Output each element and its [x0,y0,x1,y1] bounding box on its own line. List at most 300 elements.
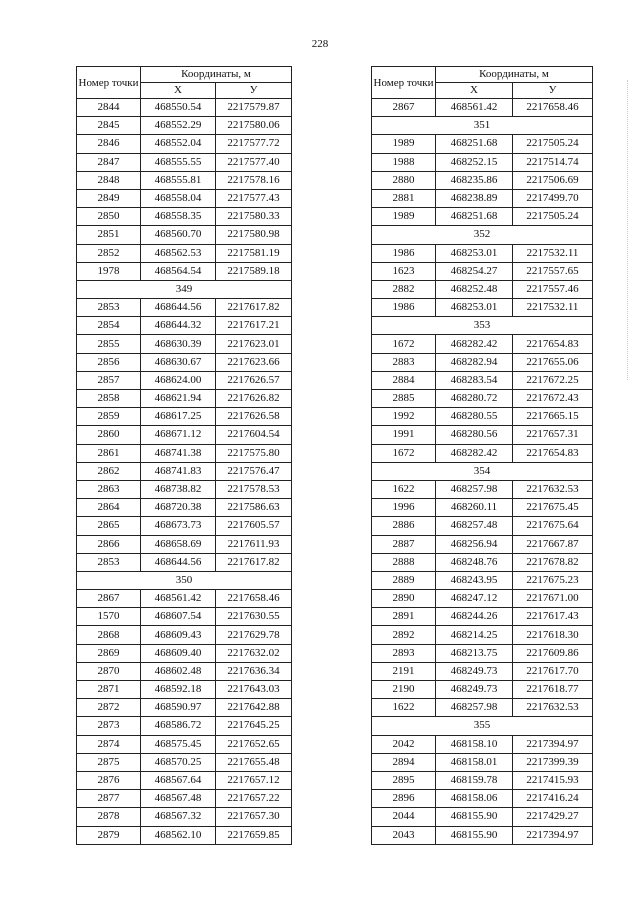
y-coordinate-cell: 2217578.16 [216,171,292,189]
y-coordinate-cell: 2217604.54 [216,426,292,444]
y-coordinate-cell: 2217642.88 [216,699,292,717]
x-coordinate-cell: 468249.73 [436,662,513,680]
table-row [77,517,292,535]
point-number-cell: 2885 [372,390,436,408]
point-number-cell: 1672 [372,335,436,353]
y-coordinate-cell: 2217626.58 [216,408,292,426]
point-number-cell: 1992 [372,408,436,426]
x-coordinate-cell: 468567.32 [141,808,216,826]
y-coordinate-cell: 2217617.21 [216,317,292,335]
point-number-cell: 2869 [77,644,141,662]
y-coordinate-cell: 2217630.55 [216,608,292,626]
x-coordinate-cell: 468741.38 [141,444,216,462]
point-number-cell: 2854 [77,317,141,335]
x-coordinate-cell: 468586.72 [141,717,216,735]
y-header: У [513,83,593,99]
x-coordinate-cell: 468155.90 [436,826,513,844]
y-coordinate-cell: 2217659.85 [216,826,292,844]
x-coordinate-cell: 468158.06 [436,790,513,808]
table-row [77,353,292,371]
x-header: X [436,83,513,99]
x-coordinate-cell: 468561.42 [141,590,216,608]
table-row [77,735,292,753]
x-coordinate-cell: 468590.97 [141,699,216,717]
x-coordinate-cell: 468252.48 [436,280,513,298]
y-coordinate-cell: 2217655.06 [513,353,593,371]
y-coordinate-cell: 2217657.30 [216,808,292,826]
point-number-cell: 2042 [372,735,436,753]
table-row [372,771,593,789]
table-row [372,135,593,153]
x-coordinate-cell: 468720.38 [141,499,216,517]
table-row [372,535,593,553]
section-row [77,280,292,298]
point-number-cell: 2856 [77,353,141,371]
table-row [77,117,292,135]
x-coordinate-cell: 468282.94 [436,353,513,371]
section-label: 353 [372,317,593,335]
table-row [77,390,292,408]
x-coordinate-cell: 468214.25 [436,626,513,644]
y-coordinate-cell: 2217506.69 [513,171,593,189]
table-row [372,499,593,517]
x-coordinate-cell: 468562.10 [141,826,216,844]
x-coordinate-cell: 468257.98 [436,480,513,498]
table-row [77,826,292,844]
point-number-cell: 2888 [372,553,436,571]
point-number-cell: 2850 [77,208,141,226]
x-coordinate-cell: 468253.01 [436,299,513,317]
y-coordinate-cell: 2217652.65 [216,735,292,753]
point-number-cell: 2858 [77,390,141,408]
y-coordinate-cell: 2217658.46 [216,590,292,608]
point-number-cell: 2861 [77,444,141,462]
x-coordinate-cell: 468567.64 [141,771,216,789]
y-coordinate-cell: 2217654.83 [513,444,593,462]
table-row [77,644,292,662]
y-coordinate-cell: 2217623.01 [216,335,292,353]
x-coordinate-cell: 468658.69 [141,535,216,553]
y-coordinate-cell: 2217581.19 [216,244,292,262]
table-row [372,408,593,426]
x-coordinate-cell: 468570.25 [141,753,216,771]
y-coordinate-cell: 2217657.12 [216,771,292,789]
y-coordinate-cell: 2217665.15 [513,408,593,426]
table-row [77,135,292,153]
table-row [372,553,593,571]
point-number-cell: 2878 [77,808,141,826]
table-row [77,244,292,262]
y-coordinate-cell: 2217415.93 [513,771,593,789]
y-coordinate-cell: 2217672.43 [513,390,593,408]
point-number-cell: 2043 [372,826,436,844]
point-number-cell: 2855 [77,335,141,353]
table-row [77,608,292,626]
x-coordinate-cell: 468630.39 [141,335,216,353]
table-row [77,553,292,571]
table-row [77,808,292,826]
point-number-cell: 2846 [77,135,141,153]
coordinates-header: Координаты, м [141,67,292,83]
table-row [77,189,292,207]
section-row [77,571,292,589]
point-number-cell: 2882 [372,280,436,298]
table-row [372,681,593,699]
y-coordinate-cell: 2217532.11 [513,299,593,317]
x-coordinate-cell: 468235.86 [436,171,513,189]
point-number-cell: 2853 [77,299,141,317]
point-number-cell: 1989 [372,135,436,153]
table-row [77,99,292,117]
coordinates-table-right [371,66,593,845]
x-coordinate-cell: 468602.48 [141,662,216,680]
point-number-cell: 2865 [77,517,141,535]
table-row [372,480,593,498]
y-coordinate-cell: 2217557.65 [513,262,593,280]
table-row [372,444,593,462]
y-coordinate-cell: 2217505.24 [513,135,593,153]
x-coordinate-cell: 468575.45 [141,735,216,753]
point-number-cell: 1978 [77,262,141,280]
table-row [372,371,593,389]
table-row [77,426,292,444]
x-coordinate-cell: 468247.12 [436,590,513,608]
section-label: 352 [372,226,593,244]
table-row [372,353,593,371]
x-coordinate-cell: 468564.54 [141,262,216,280]
y-coordinate-cell: 2217626.57 [216,371,292,389]
x-coordinate-cell: 468630.67 [141,353,216,371]
point-number-cell: 2853 [77,553,141,571]
table-row [77,717,292,735]
table-row [372,262,593,280]
point-number-cell: 2880 [372,171,436,189]
table-row [77,208,292,226]
y-coordinate-cell: 2217654.83 [513,335,593,353]
x-coordinate-cell: 468260.11 [436,499,513,517]
x-coordinate-cell: 468243.95 [436,571,513,589]
table-row [372,571,593,589]
x-coordinate-cell: 468283.54 [436,371,513,389]
section-row [372,117,593,135]
table-row [372,99,593,117]
x-coordinate-cell: 468248.76 [436,553,513,571]
y-coordinate-cell: 2217658.46 [513,99,593,117]
x-coordinate-cell: 468562.53 [141,244,216,262]
x-coordinate-cell: 468280.56 [436,426,513,444]
y-coordinate-cell: 2217678.82 [513,553,593,571]
table-row [372,662,593,680]
y-coordinate-cell: 2217394.97 [513,735,593,753]
table-row [372,244,593,262]
x-coordinate-cell: 468567.48 [141,790,216,808]
section-row [372,717,593,735]
y-coordinate-cell: 2217532.11 [513,244,593,262]
table-row [77,626,292,644]
table-row [372,390,593,408]
point-number-cell: 1622 [372,480,436,498]
x-coordinate-cell: 468282.42 [436,444,513,462]
point-number-cell: 1570 [77,608,141,626]
table-row [372,171,593,189]
point-number-cell: 2849 [77,189,141,207]
point-number-cell: 2873 [77,717,141,735]
point-number-cell: 2867 [372,99,436,117]
y-coordinate-cell: 2217671.00 [513,590,593,608]
table-row [77,226,292,244]
y-header: У [216,83,292,99]
point-number-cell: 2890 [372,590,436,608]
point-number-cell: 2844 [77,99,141,117]
x-coordinate-cell: 468555.55 [141,153,216,171]
y-coordinate-cell: 2217618.30 [513,626,593,644]
y-coordinate-cell: 2217632.53 [513,480,593,498]
x-coordinate-cell: 468741.83 [141,462,216,480]
x-coordinate-cell: 468644.32 [141,317,216,335]
point-number-cell: 2191 [372,662,436,680]
point-number-cell: 2859 [77,408,141,426]
table-row [372,335,593,353]
table-row [372,808,593,826]
x-coordinate-cell: 468555.81 [141,171,216,189]
y-coordinate-cell: 2217499.70 [513,189,593,207]
y-coordinate-cell: 2217399.39 [513,753,593,771]
x-coordinate-cell: 468624.00 [141,371,216,389]
table-row [77,317,292,335]
table-row [372,753,593,771]
y-coordinate-cell: 2217617.70 [513,662,593,680]
x-coordinate-cell: 468552.29 [141,117,216,135]
table-row [77,335,292,353]
y-coordinate-cell: 2217394.97 [513,826,593,844]
x-coordinate-cell: 468257.48 [436,517,513,535]
point-number-cell: 2871 [77,681,141,699]
x-coordinate-cell: 468254.27 [436,262,513,280]
point-number-cell: 1996 [372,499,436,517]
x-coordinate-cell: 468592.18 [141,681,216,699]
y-coordinate-cell: 2217626.82 [216,390,292,408]
scan-edge-mark [627,80,634,380]
x-coordinate-cell: 468280.72 [436,390,513,408]
x-coordinate-cell: 468644.56 [141,299,216,317]
x-coordinate-cell: 468257.98 [436,699,513,717]
y-coordinate-cell: 2217416.24 [513,790,593,808]
x-coordinate-cell: 468560.70 [141,226,216,244]
x-coordinate-cell: 468256.94 [436,535,513,553]
table-row [77,753,292,771]
table-row [77,790,292,808]
y-coordinate-cell: 2217672.25 [513,371,593,389]
point-number-cell: 2860 [77,426,141,444]
table-row [77,699,292,717]
x-coordinate-cell: 468249.73 [436,681,513,699]
point-number-cell: 2044 [372,808,436,826]
section-label: 355 [372,717,593,735]
point-number-cell: 1989 [372,208,436,226]
y-coordinate-cell: 2217577.40 [216,153,292,171]
x-coordinate-cell: 468252.15 [436,153,513,171]
section-label: 349 [77,280,292,298]
x-coordinate-cell: 468251.68 [436,208,513,226]
point-number-cell: 2889 [372,571,436,589]
point-number-cell: 2845 [77,117,141,135]
point-number-cell: 2877 [77,790,141,808]
table-row [77,662,292,680]
table-row [372,826,593,844]
y-coordinate-cell: 2217632.02 [216,644,292,662]
table-row [77,371,292,389]
y-coordinate-cell: 2217579.87 [216,99,292,117]
y-coordinate-cell: 2217617.82 [216,299,292,317]
table-row [372,790,593,808]
y-coordinate-cell: 2217643.03 [216,681,292,699]
y-coordinate-cell: 2217557.46 [513,280,593,298]
point-number-cell: 2866 [77,535,141,553]
x-coordinate-cell: 468159.78 [436,771,513,789]
section-label: 354 [372,462,593,480]
table-row [372,644,593,662]
table-row [77,153,292,171]
table-row [77,444,292,462]
table-row [372,517,593,535]
x-coordinate-cell: 468561.42 [436,99,513,117]
x-coordinate-cell: 468738.82 [141,480,216,498]
point-number-cell: 2887 [372,535,436,553]
point-number-cell: 2892 [372,626,436,644]
table-row [372,699,593,717]
y-coordinate-cell: 2217617.82 [216,553,292,571]
y-coordinate-cell: 2217675.45 [513,499,593,517]
point-number-cell: 2875 [77,753,141,771]
y-coordinate-cell: 2217586.63 [216,499,292,517]
table-row [77,462,292,480]
table-row [77,408,292,426]
table-row [77,681,292,699]
y-coordinate-cell: 2217429.27 [513,808,593,826]
table-row [372,280,593,298]
point-number-cell: 2851 [77,226,141,244]
y-coordinate-cell: 2217636.34 [216,662,292,680]
point-number-cell: 1672 [372,444,436,462]
x-coordinate-cell: 468251.68 [436,135,513,153]
y-coordinate-cell: 2217576.47 [216,462,292,480]
x-coordinate-cell: 468609.43 [141,626,216,644]
point-number-cell: 2879 [77,826,141,844]
y-coordinate-cell: 2217675.64 [513,517,593,535]
table-row [77,499,292,517]
y-coordinate-cell: 2217655.48 [216,753,292,771]
table-row [77,480,292,498]
y-coordinate-cell: 2217609.86 [513,644,593,662]
table-row [372,608,593,626]
y-coordinate-cell: 2217623.66 [216,353,292,371]
y-coordinate-cell: 2217611.93 [216,535,292,553]
x-coordinate-cell: 468558.04 [141,189,216,207]
y-coordinate-cell: 2217645.25 [216,717,292,735]
point-number-cell: 2190 [372,681,436,699]
x-coordinate-cell: 468673.73 [141,517,216,535]
point-number-cell: 1622 [372,699,436,717]
y-coordinate-cell: 2217618.77 [513,681,593,699]
x-coordinate-cell: 468253.01 [436,244,513,262]
x-coordinate-cell: 468282.42 [436,335,513,353]
section-label: 350 [77,571,292,589]
x-coordinate-cell: 468558.35 [141,208,216,226]
x-coordinate-cell: 468238.89 [436,189,513,207]
table-row [372,626,593,644]
section-row [372,226,593,244]
point-number-header: Номер точки [372,67,436,99]
y-coordinate-cell: 2217605.57 [216,517,292,535]
y-coordinate-cell: 2217589.18 [216,262,292,280]
point-number-cell: 2852 [77,244,141,262]
point-number-cell: 2894 [372,753,436,771]
table-row [372,590,593,608]
section-row [372,317,593,335]
x-coordinate-cell: 468621.94 [141,390,216,408]
y-coordinate-cell: 2217577.72 [216,135,292,153]
table-row [77,171,292,189]
point-number-cell: 2891 [372,608,436,626]
point-number-cell: 2862 [77,462,141,480]
y-coordinate-cell: 2217580.98 [216,226,292,244]
point-number-cell: 2895 [372,771,436,789]
table-row [372,189,593,207]
table-row [372,208,593,226]
y-coordinate-cell: 2217505.24 [513,208,593,226]
point-number-cell: 2896 [372,790,436,808]
point-number-cell: 2863 [77,480,141,498]
point-number-cell: 2893 [372,644,436,662]
y-coordinate-cell: 2217629.78 [216,626,292,644]
x-coordinate-cell: 468244.26 [436,608,513,626]
point-number-cell: 2874 [77,735,141,753]
x-coordinate-cell: 468213.75 [436,644,513,662]
table-row [77,535,292,553]
table-row [372,735,593,753]
point-number-cell: 2883 [372,353,436,371]
y-coordinate-cell: 2217657.22 [216,790,292,808]
point-number-cell: 2868 [77,626,141,644]
y-coordinate-cell: 2217617.43 [513,608,593,626]
point-number-cell: 2847 [77,153,141,171]
y-coordinate-cell: 2217632.53 [513,699,593,717]
x-coordinate-cell: 468609.40 [141,644,216,662]
y-coordinate-cell: 2217575.80 [216,444,292,462]
section-label: 351 [372,117,593,135]
point-number-cell: 2857 [77,371,141,389]
right-table-body [372,99,593,845]
y-coordinate-cell: 2217578.53 [216,480,292,498]
x-coordinate-cell: 468607.54 [141,608,216,626]
x-header: X [141,83,216,99]
x-coordinate-cell: 468644.56 [141,553,216,571]
point-number-cell: 1986 [372,244,436,262]
point-number-cell: 1988 [372,153,436,171]
x-coordinate-cell: 468550.54 [141,99,216,117]
table-row [372,426,593,444]
page-number: 228 [311,38,329,50]
point-number-cell: 2848 [77,171,141,189]
table-row [77,299,292,317]
point-number-cell: 2884 [372,371,436,389]
point-number-cell: 2876 [77,771,141,789]
y-coordinate-cell: 2217657.31 [513,426,593,444]
point-number-cell: 2886 [372,517,436,535]
point-number-cell: 2867 [77,590,141,608]
x-coordinate-cell: 468671.12 [141,426,216,444]
point-number-cell: 1991 [372,426,436,444]
